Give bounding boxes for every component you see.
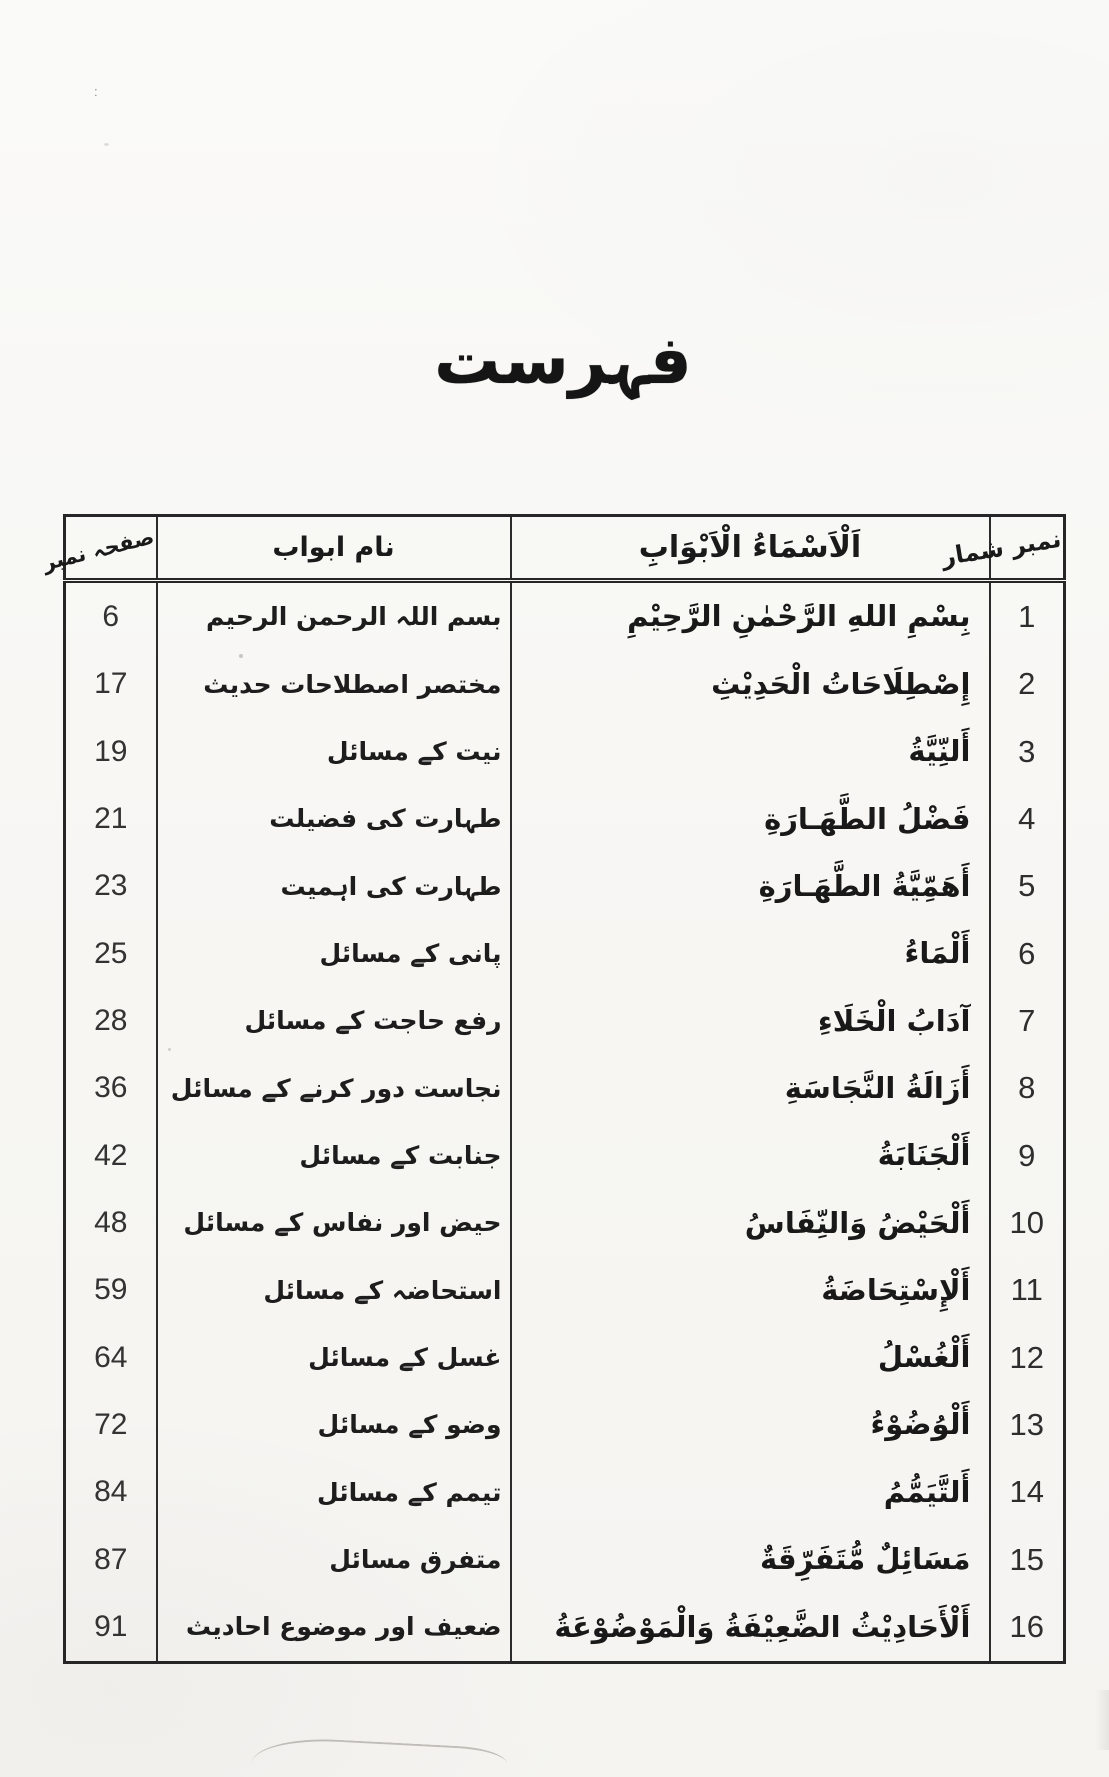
serial-number-cell: [990, 651, 1065, 718]
arabic-chapter-name: بِسْمِ اللهِ الرَّحْمٰنِ الرَّحِيْمِ: [627, 599, 971, 634]
arabic-chapter-name: أَزَالَةُ النَّجَاسَةِ: [784, 1070, 971, 1105]
arabic-chapter-name-cell: [511, 1189, 990, 1256]
arabic-chapter-name: أَلْحَيْضُ وَالنِّفَاسُ: [744, 1205, 971, 1240]
page-number: 48: [94, 1206, 128, 1240]
serial-number: 14: [1009, 1474, 1044, 1510]
arabic-chapter-name-cell: [511, 1526, 990, 1593]
toc-header: [40, 516, 1065, 581]
serial-number: 10: [1009, 1205, 1044, 1241]
header-arabic-chapter-names-label: اَلْاَسْمَاءُ الْاَبْوَابِ: [638, 530, 862, 565]
table-row: [65, 1122, 1065, 1189]
arabic-chapter-name-cell: [511, 718, 990, 785]
header-arabic-chapter-names: [511, 516, 990, 581]
arabic-chapter-name: أَلْغُسْلُ: [877, 1340, 971, 1375]
header-page-number: [40, 516, 157, 581]
serial-number-cell: [990, 920, 1065, 987]
urdu-chapter-name-cell: [157, 1593, 511, 1662]
page-number-cell: [65, 1526, 157, 1593]
scan-speck: :: [94, 84, 98, 99]
page-number: 64: [94, 1340, 128, 1374]
serial-number-cell: [990, 987, 1065, 1054]
header-urdu-chapter-names: [157, 516, 511, 581]
arabic-chapter-name-cell: [511, 1257, 990, 1324]
page-number: 28: [94, 1004, 128, 1038]
arabic-chapter-name-cell: [511, 1055, 990, 1122]
arabic-chapter-name: آدَابُ الْخَلَاءِ: [817, 1003, 971, 1038]
urdu-chapter-name-cell: [157, 1526, 511, 1593]
arabic-chapter-name: مَسَائِلٌ مُّتَفَرِّقَةٌ: [759, 1542, 971, 1577]
table-row: [65, 1459, 1065, 1526]
urdu-chapter-name-cell: [157, 1055, 511, 1122]
serial-number: 12: [1009, 1339, 1044, 1375]
urdu-chapter-name: مختصر اصطلاحات حدیث: [203, 669, 502, 699]
urdu-chapter-name-cell: [157, 1459, 511, 1526]
table-row: [65, 1257, 1065, 1324]
arabic-chapter-name-cell: [511, 1391, 990, 1458]
page-number-cell: [65, 651, 157, 718]
urdu-chapter-name: تیمم کے مسائل: [316, 1477, 502, 1507]
arabic-chapter-name-cell: [511, 581, 990, 651]
page-number-cell: [65, 1593, 157, 1662]
toc-header-row: [65, 516, 1065, 581]
urdu-chapter-name-cell: [157, 785, 511, 852]
arabic-chapter-name-cell: [511, 920, 990, 987]
page-number: 25: [94, 936, 128, 970]
page-number-cell: [65, 1122, 157, 1189]
arabic-chapter-name: أَلْوُضُوْءُ: [870, 1407, 971, 1442]
serial-number-cell: [990, 1189, 1065, 1256]
serial-number-cell: [990, 1391, 1065, 1458]
page-number: 72: [94, 1408, 128, 1442]
arabic-chapter-name-cell: [511, 651, 990, 718]
urdu-chapter-name-cell: [157, 1122, 511, 1189]
serial-number: 5: [1018, 868, 1036, 904]
serial-number-cell: [990, 785, 1065, 852]
arabic-chapter-name-cell: [511, 1122, 990, 1189]
arabic-chapter-name: أَلتَّيَمُّمُ: [883, 1474, 971, 1509]
urdu-chapter-name: وضو کے مسائل: [317, 1410, 502, 1440]
page-number-cell: [65, 718, 157, 785]
urdu-chapter-name: نجاست دور کرنے کے مسائل: [170, 1073, 502, 1103]
serial-number-cell: [990, 1257, 1065, 1324]
serial-number: 7: [1018, 1003, 1036, 1039]
serial-number: 9: [1018, 1137, 1036, 1173]
page-number: 6: [102, 599, 120, 633]
page-number-cell: [65, 1189, 157, 1256]
urdu-chapter-name-cell: [157, 987, 511, 1054]
arabic-chapter-name: فَضْلُ الطَّهَـارَةِ: [764, 801, 971, 836]
serial-number: 3: [1018, 733, 1036, 769]
header-serial-number: [939, 516, 1065, 581]
urdu-chapter-name: متفرق مسائل: [329, 1544, 502, 1574]
table-row: [65, 1055, 1065, 1122]
urdu-chapter-name: طہارت کی اہمیت: [280, 871, 502, 901]
arabic-chapter-name: أَهَمِّيَّةُ الطَّهَـارَةِ: [758, 868, 971, 903]
serial-number: 15: [1009, 1541, 1044, 1577]
serial-number: 2: [1018, 666, 1036, 702]
table-row: [65, 1526, 1065, 1593]
page-number: 21: [94, 802, 128, 836]
page-number: 19: [94, 734, 128, 768]
serial-number: 6: [1018, 935, 1036, 971]
urdu-chapter-name-cell: [157, 1257, 511, 1324]
page-number-cell: [65, 581, 157, 651]
urdu-chapter-name: ضعیف اور موضوع احادیث: [185, 1612, 502, 1642]
urdu-chapter-name-cell: [157, 853, 511, 920]
table-row: [65, 987, 1065, 1054]
header-urdu-chapter-names-label: نام ابواب: [272, 532, 395, 563]
serial-number-cell: [990, 1459, 1065, 1526]
page-number-cell: [65, 920, 157, 987]
arabic-chapter-name-cell: [511, 1593, 990, 1662]
table-row: [65, 920, 1065, 987]
page-number-cell: [65, 1324, 157, 1391]
table-row: [65, 651, 1065, 718]
page-number-cell: [65, 1391, 157, 1458]
urdu-chapter-name: رفع حاجت کے مسائل: [244, 1006, 502, 1036]
serial-number-cell: [990, 581, 1065, 651]
page-number-cell: [65, 853, 157, 920]
table-row: [65, 718, 1065, 785]
header-page-number-label: صفحہ نمبر: [40, 524, 157, 575]
table-row: [65, 1391, 1065, 1458]
page-number: 17: [94, 667, 128, 701]
urdu-chapter-name-cell: [157, 1324, 511, 1391]
page-number: 91: [94, 1610, 128, 1644]
page-number: 84: [94, 1475, 128, 1509]
header-serial-number-label: نمبر شمار: [939, 524, 1064, 571]
serial-number-cell: [990, 1055, 1065, 1122]
arabic-chapter-name-cell: [511, 1324, 990, 1391]
serial-number-cell: [990, 1324, 1065, 1391]
urdu-chapter-name: جنابت کے مسائل: [299, 1140, 502, 1170]
urdu-chapter-name-cell: [157, 920, 511, 987]
serial-number-cell: [990, 1526, 1065, 1593]
table-row: [65, 1189, 1065, 1256]
scan-edge-shadow: [1095, 1690, 1109, 1750]
arabic-chapter-name: أَلنِّيَّةُ: [908, 734, 971, 769]
table-row: [65, 1324, 1065, 1391]
page-number: 36: [94, 1071, 128, 1105]
page-number: 42: [94, 1138, 128, 1172]
serial-number: 8: [1018, 1070, 1036, 1106]
serial-number: 13: [1009, 1407, 1044, 1443]
arabic-chapter-name-cell: [511, 987, 990, 1054]
urdu-chapter-name: حیض اور نفاس کے مسائل: [183, 1208, 502, 1238]
serial-number: 4: [1018, 801, 1036, 837]
table-row: [65, 785, 1065, 852]
table-row: [65, 581, 1065, 651]
serial-number: 11: [1010, 1272, 1043, 1308]
page-number: 59: [94, 1273, 128, 1307]
table-row: [65, 1593, 1065, 1662]
serial-number-cell: [990, 1122, 1065, 1189]
serial-number-cell: [990, 718, 1065, 785]
page-number: 23: [94, 869, 128, 903]
urdu-chapter-name: غسل کے مسائل: [308, 1342, 502, 1372]
urdu-chapter-name-cell: [157, 581, 511, 651]
arabic-chapter-name: أَلْمَاءُ: [904, 936, 971, 971]
page-number-cell: [65, 987, 157, 1054]
page-number-cell: [65, 1055, 157, 1122]
page-title: فہرست: [434, 322, 692, 399]
arabic-chapter-name: أَلْجَنَابَةُ: [877, 1138, 971, 1173]
serial-number-cell: [990, 853, 1065, 920]
arabic-chapter-name-cell: [511, 785, 990, 852]
urdu-chapter-name-cell: [157, 1391, 511, 1458]
arabic-chapter-name: أَلْإِسْتِحَاضَةُ: [821, 1272, 971, 1307]
urdu-chapter-name: پانی کے مسائل: [319, 938, 502, 968]
urdu-chapter-name-cell: [157, 1189, 511, 1256]
page-number: 87: [94, 1542, 128, 1576]
arabic-chapter-name-cell: [511, 853, 990, 920]
urdu-chapter-name: نیت کے مسائل: [326, 737, 502, 766]
arabic-chapter-name: أَلْأَحَادِيْثُ الضَّعِيْفَةُ وَالْمَوْضُوْعَةُ: [554, 1609, 971, 1644]
urdu-chapter-name-cell: [157, 651, 511, 718]
arabic-chapter-name: إِصْطِلَاحَاتُ الْحَدِيْثِ: [711, 666, 971, 701]
urdu-chapter-name: استحاضہ کے مسائل: [263, 1275, 502, 1305]
serial-number: 16: [1009, 1609, 1044, 1645]
urdu-chapter-name: بسم اللہ الرحمن الرحیم: [206, 602, 502, 632]
arabic-chapter-name-cell: [511, 1459, 990, 1526]
urdu-chapter-name: طہارت کی فضیلت: [269, 804, 502, 834]
table-row: [65, 853, 1065, 920]
page-number-cell: [65, 785, 157, 852]
toc-body: [65, 581, 1065, 1663]
page-number-cell: [65, 1257, 157, 1324]
urdu-chapter-name-cell: [157, 718, 511, 785]
toc-table: [40, 514, 1066, 1664]
pencil-mark: [251, 1735, 507, 1776]
page-number-cell: [65, 1459, 157, 1526]
serial-number: 1: [1018, 598, 1036, 634]
scan-speck: [104, 143, 109, 146]
serial-number-cell: [990, 1593, 1065, 1662]
